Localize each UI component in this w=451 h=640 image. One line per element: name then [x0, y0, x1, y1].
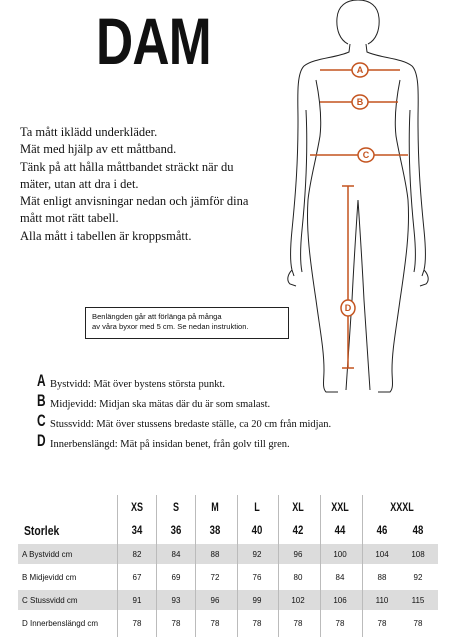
legend-text: Stussvidd: Mät över stussens bredaste ställe, ca 20 cm från midjan.	[50, 419, 332, 430]
table-row	[18, 544, 438, 564]
table-cell: 82	[132, 550, 142, 559]
measure-line-d	[342, 186, 354, 368]
table-cell: 78	[293, 619, 303, 628]
intro-line: Mät enligt anvisningar nedan och jämför dina	[20, 194, 249, 209]
table-cell: 92	[413, 573, 423, 582]
table-cell: 110	[375, 596, 389, 605]
intro-text	[20, 124, 290, 245]
size-number: 40	[251, 523, 263, 537]
legend-letter: B	[37, 391, 46, 410]
body-measurement-diagram	[270, 0, 451, 400]
head-outline	[337, 0, 379, 44]
intro-line: Ta mått iklädd underkläder.	[20, 125, 158, 139]
size-number: 48	[412, 523, 424, 537]
table-cell: 78	[132, 619, 142, 628]
column-divider	[195, 495, 196, 637]
leg-length-note	[85, 307, 289, 339]
table-cell: 78	[252, 619, 262, 628]
row-header-storlek: Storlek	[24, 523, 60, 538]
legend-text: Innerbenslängd: Mät på insidan benet, från golv till gren.	[50, 439, 290, 450]
size-number: 36	[170, 523, 182, 537]
size-label-s: S	[172, 500, 179, 514]
right-body-outline	[366, 44, 428, 286]
size-label-m: M	[211, 500, 219, 514]
inner-arm-left	[301, 110, 307, 272]
table-cell: 72	[210, 573, 220, 582]
table-cell: 76	[252, 573, 262, 582]
table-cell: 91	[132, 596, 142, 605]
size-number: 44	[334, 523, 346, 537]
page-title: DAM	[96, 4, 211, 78]
table-cell: 78	[335, 619, 345, 628]
table-cell: 69	[171, 573, 181, 582]
column-divider	[156, 495, 157, 637]
badge-a-label: A	[356, 65, 364, 75]
size-label-xl: XL	[292, 500, 304, 514]
column-divider	[117, 495, 118, 637]
column-divider	[278, 495, 279, 637]
inner-arm-right	[409, 110, 415, 272]
table-cell: 108	[411, 550, 425, 559]
table-cell: 115	[411, 596, 425, 605]
table-row	[18, 590, 438, 610]
table-cell: 78	[210, 619, 220, 628]
intro-line: Alla mått i tabellen är kroppsmått.	[20, 228, 192, 243]
table-cell: 96	[293, 550, 303, 559]
torso-left	[307, 80, 338, 392]
row-label: B Midjevidd cm	[22, 573, 77, 582]
row-label: D Innerbenslängd cm	[22, 619, 99, 628]
legend-text: Midjevidd: Midjan ska mätas där du är som smalast.	[50, 399, 271, 410]
size-number: 46	[376, 523, 388, 537]
size-label-xxl: XXL	[331, 500, 349, 514]
size-label-l: L	[254, 500, 260, 514]
size-number: 42	[292, 523, 304, 537]
table-cell: 84	[335, 573, 345, 582]
column-divider	[362, 495, 363, 637]
intro-line: mäter, utan att dra i det.	[20, 176, 139, 191]
inner-legs	[346, 200, 370, 390]
intro-line: Tänk på att hålla måttbandet sträckt när du	[20, 159, 234, 174]
table-cell: 104	[375, 550, 389, 559]
legend-letter: C	[37, 411, 46, 430]
table-cell: 78	[377, 619, 387, 628]
legend-letter: D	[37, 431, 46, 450]
legend-letter: A	[37, 371, 46, 390]
legend-text: Bystvidd: Mät över bystens största punkt.	[50, 379, 225, 390]
table-cell: 67	[132, 573, 142, 582]
size-number: 38	[209, 523, 221, 537]
row-label: C Stussvidd cm	[22, 596, 78, 605]
torso-right	[378, 80, 409, 392]
note-line: Benlängden går att förlänga på många	[92, 312, 222, 321]
table-cell: 99	[252, 596, 262, 605]
column-divider	[237, 495, 238, 637]
row-label: A Bystvidd cm	[22, 550, 73, 559]
table-cell: 78	[413, 619, 423, 628]
size-number: 34	[131, 523, 143, 537]
table-cell: 88	[377, 573, 387, 582]
table-cell: 96	[210, 596, 220, 605]
table-cell: 100	[333, 550, 347, 559]
intro-line: Mät med hjälp av ett måttband.	[20, 142, 177, 157]
table-row	[18, 567, 438, 587]
column-divider	[320, 495, 321, 637]
table-cell: 102	[291, 596, 305, 605]
left-body-outline	[288, 44, 350, 286]
table-cell: 106	[333, 596, 347, 605]
table-cell: 93	[171, 596, 181, 605]
table-cell: 78	[171, 619, 181, 628]
size-label-xxxl: XXXL	[390, 500, 414, 514]
table-cell: 84	[171, 550, 181, 559]
note-line: av våra byxor med 5 cm. Se nedan instruktion.	[92, 322, 249, 331]
table-cell: 92	[252, 550, 262, 559]
size-label-xs: XS	[130, 500, 143, 514]
badge-d-label: D	[344, 303, 352, 313]
badge-b-label: B	[356, 97, 364, 107]
table-cell: 80	[293, 573, 303, 582]
badge-c-label: C	[362, 150, 370, 160]
intro-line: mått mot rätt tabell.	[20, 211, 119, 226]
table-row	[18, 613, 438, 633]
table-cell: 88	[210, 550, 220, 559]
